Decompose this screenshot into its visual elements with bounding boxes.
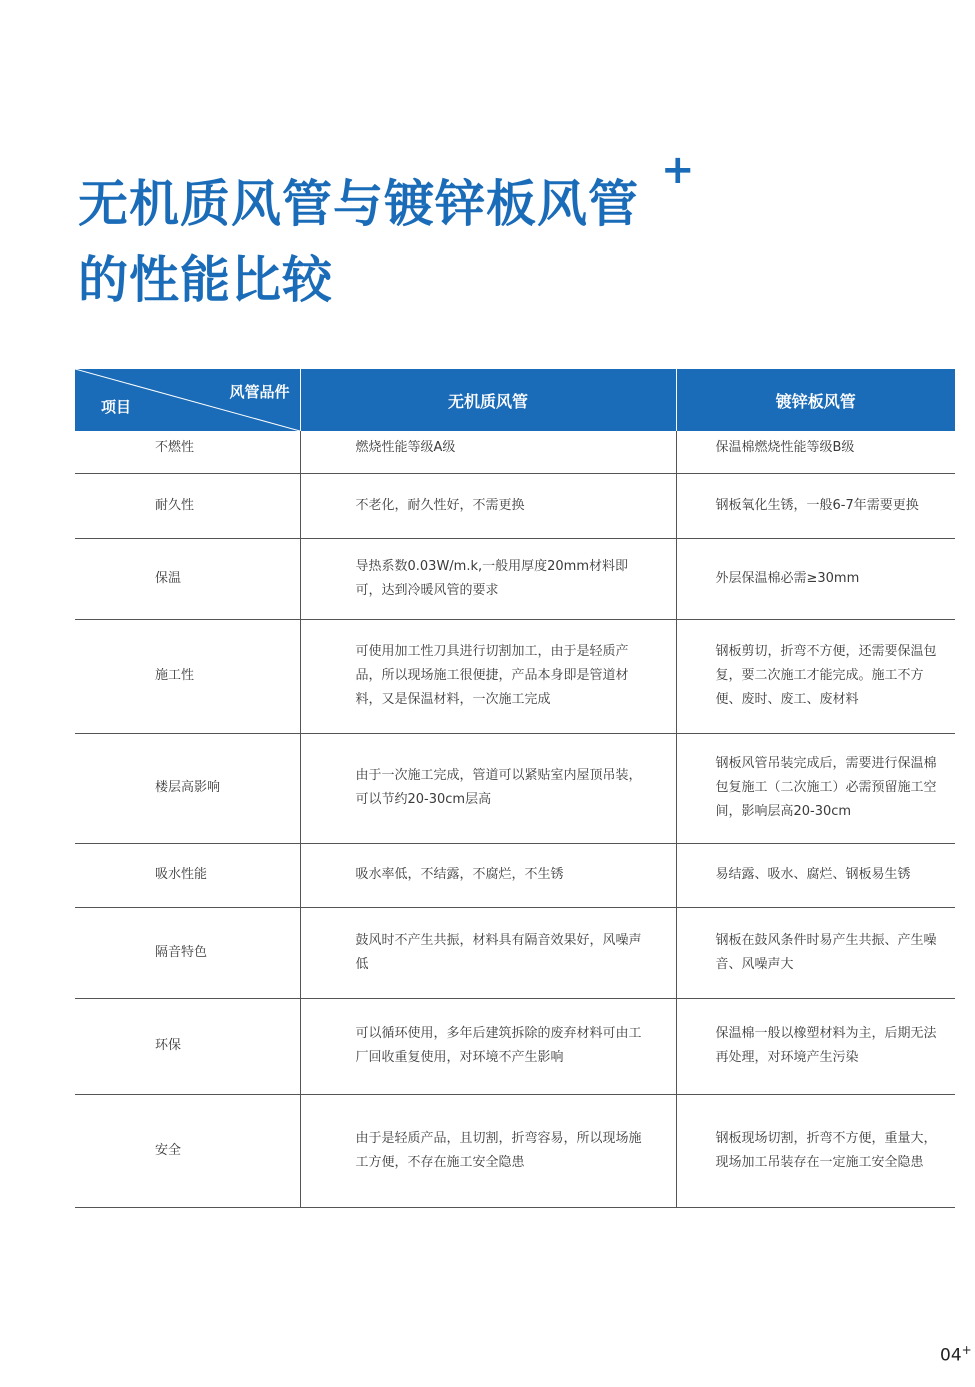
table-row [75,431,955,473]
page-title [78,166,639,318]
header-corner-column-label: 风管品件 [229,383,290,401]
inorganic-cell: 燃烧性能等级A级 [300,431,676,473]
row-item: 楼层高影响 [75,733,300,843]
table-row [75,998,955,1094]
row-item: 安全 [75,1094,300,1207]
table-row [75,843,955,907]
row-item: 隔音特色 [75,907,300,998]
inorganic-cell: 鼓风时不产生共振，材料具有隔音效果好，风噪声低 [300,907,676,998]
inorganic-cell: 可以循环使用，多年后建筑拆除的废弃材料可由工厂回收重复使用，对环境不产生影响 [300,998,676,1094]
inorganic-cell: 可使用加工性刀具进行切割加工，由于是轻质产品，所以现场施工很便捷，产品本身即是管道材料，又是保温材料，一次施工完成 [300,619,676,733]
table-row [75,538,955,619]
table-header-row [75,369,955,431]
header-corner-row-label: 项目 [101,398,132,416]
table-row [75,907,955,998]
row-item: 吸水性能 [75,843,300,907]
inorganic-cell: 由于是轻质产品，且切割，折弯容易，所以现场施工方便，不存在施工安全隐患 [300,1094,676,1207]
galvanized-cell: 钢板现场切割，折弯不方便，重量大，现场加工吊装存在一定施工安全隐患 [676,1094,955,1207]
row-item: 不燃性 [75,431,300,473]
inorganic-cell: 由于一次施工完成，管道可以紧贴室内屋顶吊装，可以节约20-30cm层高 [300,733,676,843]
row-item: 施工性 [75,619,300,733]
galvanized-cell: 保温棉燃烧性能等级B级 [676,431,955,473]
table-row [75,1094,955,1207]
galvanized-cell: 易结露、吸水、腐烂、钢板易生锈 [676,843,955,907]
row-item: 耐久性 [75,473,300,538]
galvanized-cell: 钢板剪切，折弯不方便，还需要保温包复，要二次施工才能完成。施工不方便、废时、废工、废材料 [676,619,955,733]
comparison-table [75,369,955,1208]
title-line-1: 无机质风管与镀锌板风管 [78,175,639,233]
row-item: 保温 [75,538,300,619]
table-row [75,619,955,733]
page-number [940,1343,972,1366]
galvanized-cell: 钢板在鼓风条件时易产生共振、产生噪音、风噪声大 [676,907,955,998]
galvanized-cell: 外层保温棉必需≥30mm [676,538,955,619]
header-corner-cell [75,369,300,431]
inorganic-cell: 不老化，耐久性好，不需更换 [300,473,676,538]
galvanized-cell: 保温棉一般以橡塑材料为主，后期无法再处理，对环境产生污染 [676,998,955,1094]
header-inorganic-duct: 无机质风管 [300,369,676,431]
row-item: 环保 [75,998,300,1094]
table-row [75,473,955,538]
title-line-2: 的性能比较 [78,251,333,309]
table-row [75,733,955,843]
inorganic-cell: 导热系数0.03W/m.k,一般用厚度20mm材料即可，达到冷暖风管的要求 [300,538,676,619]
galvanized-cell: 钢板风管吊装完成后，需要进行保温棉包复施工（二次施工）必需预留施工空间，影响层高20-30cm [676,733,955,843]
inorganic-cell: 吸水率低，不结露，不腐烂，不生锈 [300,843,676,907]
plus-icon: + [961,1343,972,1357]
page-number-value: 04 [940,1345,962,1366]
galvanized-cell: 钢板氧化生锈，一般6-7年需要更换 [676,473,955,538]
header-galvanized-duct: 镀锌板风管 [676,369,955,431]
plus-icon: + [661,147,695,193]
